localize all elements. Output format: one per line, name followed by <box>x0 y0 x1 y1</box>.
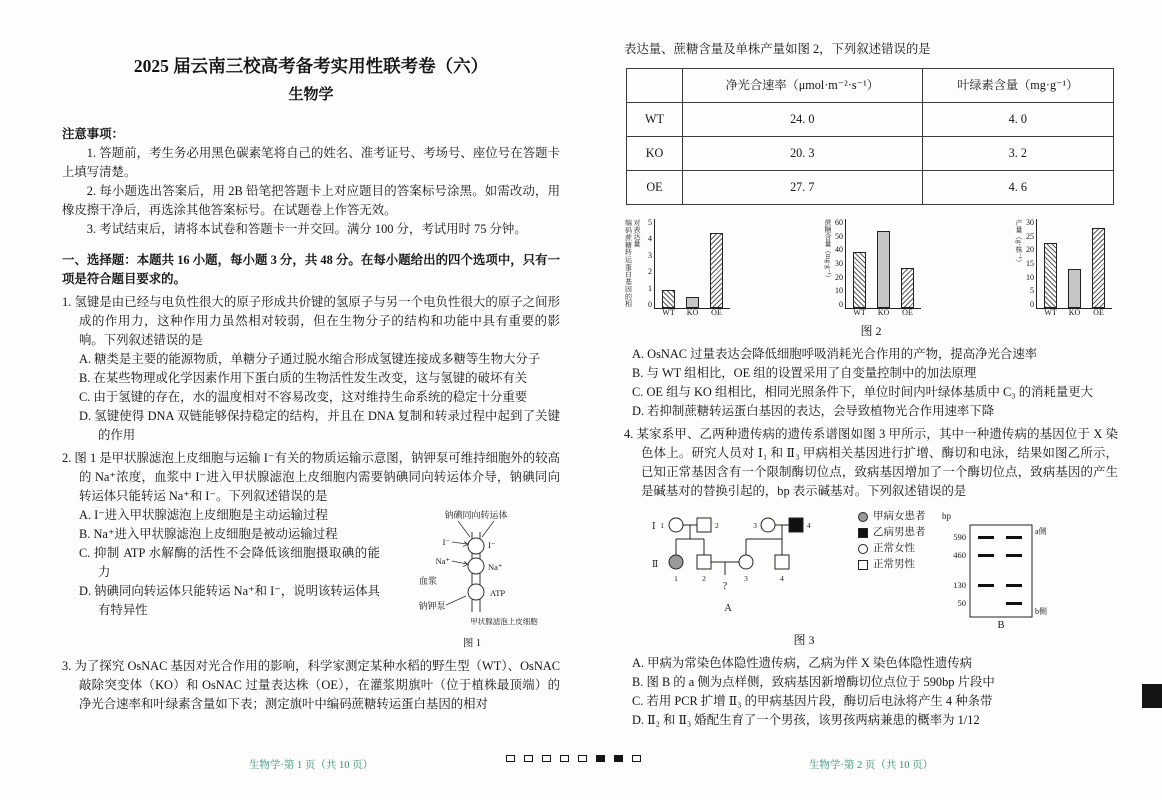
q3-stem-continued: 表达量、蔗糖含量及单株产量如图 2，下列叙述错误的是 <box>624 42 931 56</box>
q1-option-d: D. 氢键使得 DNA 双链能够保持稳定的结构，并且在 DNA 复制和转录过程中起到了关键的作用 <box>79 409 560 442</box>
section-1-heading: 一、选择题：本题共 16 小题，每小题 3 分，共 48 分。在每小题给出的四个选项中，只有一项是符合题目要求的。 <box>62 253 560 286</box>
i4-affected-male-b <box>789 518 803 532</box>
notice-item-1: 1. 答题前，考生务必用黑色碳素笔将自己的姓名、准考证号、考场号、座位号在答题卡上填写清楚。 <box>62 146 560 179</box>
q3-option-a: A. OsNAC 过量表达会降低细胞呼吸消耗光合作用的产物，提高净光合速率 <box>632 347 1038 361</box>
notice-item-3: 3. 考试结束后，请将本试卷和答题卡一并交回。满分 100 分，考试用时 75 分钟。 <box>86 222 527 236</box>
iodide-out-label: I⁻ <box>488 540 496 550</box>
band <box>978 536 994 539</box>
normal-female-icon <box>858 544 868 554</box>
table-row-oe <box>627 171 1114 205</box>
cell-oe-chl: 4. 6 <box>922 171 1113 205</box>
normal-male-icon <box>858 560 868 570</box>
yield-chart: 产量（g·株⁻¹） 30 25 20 15 10 5 0 WT KO OE <box>1015 219 1113 309</box>
legend-label: 正常女性 <box>873 543 915 554</box>
ii1-number: 1 <box>674 574 678 583</box>
q4-option-d: D. Ⅱ₂ 和 Ⅱ₃ 婚配生育了一个男孩，该男孩两病兼患的概率为 1/12 <box>632 713 980 727</box>
q4-options <box>624 654 1118 730</box>
question-2 <box>62 449 560 653</box>
pump-label: 钠钾泵 <box>418 601 446 611</box>
panel-a-label: A <box>724 603 732 614</box>
q1-option-c: C. 由于氢键的存在，水的温度相对不容易改变，这对维持生命系统的稳定十分重要 <box>79 390 528 404</box>
cell-wt-chl: 4. 0 <box>922 103 1113 137</box>
band <box>1006 536 1022 539</box>
figure-3-caption: 图 3 <box>793 633 815 647</box>
edge-registration-mark <box>1142 684 1162 708</box>
ii1-affected-female-a <box>669 555 683 569</box>
q2-option-a: A. I⁻进入甲状腺滤泡上皮细胞是主动运输过程 <box>79 508 328 522</box>
cell-oe-rate: 27. 7 <box>683 171 923 205</box>
size-460: 460 <box>952 550 966 560</box>
exam-subject: 生物学 <box>288 87 334 103</box>
cell-oe: OE <box>627 171 683 205</box>
cell-wt: WT <box>627 103 683 137</box>
cell-wt-rate: 24. 0 <box>683 103 923 137</box>
question-1 <box>62 293 560 445</box>
q3-option-b: B. 与 WT 组相比，OE 组的设置采用了自变量控制中的加法原理 <box>632 366 977 380</box>
right-column <box>624 0 1118 800</box>
table-header-net-rate: 净光合速率（μmol·m⁻²·s⁻¹） <box>683 69 923 103</box>
ii2-normal-male <box>697 555 711 569</box>
pedigree-chart <box>648 507 848 615</box>
legend-label: 甲病女患者 <box>873 511 926 522</box>
exam-title: 2025 届云南三校高考备考实用性联考卷（六） <box>133 56 489 76</box>
ii4-normal-male <box>775 555 789 569</box>
figure-1 <box>384 508 560 653</box>
table-row-ko <box>627 137 1114 171</box>
table-header-empty <box>627 69 683 103</box>
a-side-label: a侧 <box>1034 527 1047 536</box>
i2-number: 2 <box>715 521 719 530</box>
sodium-label: Na⁺ <box>435 556 450 566</box>
q3-options <box>624 345 1118 421</box>
notice-item-2: 2. 每小题选出答案后，用 2B 铅笔把答题卡上对应题目的答案标号涂黑。如需改动，用橡皮擦干净后，再选涂其他答案标号。在试题卷上作答无效。 <box>62 184 560 217</box>
size-130: 130 <box>952 580 966 590</box>
figure-3 <box>624 507 1118 629</box>
affected-female-icon <box>858 512 868 522</box>
q2-option-b: B. Na⁺进入甲状腺滤泡上皮细胞是被动运输过程 <box>79 527 338 541</box>
i4-number: 4 <box>807 521 811 530</box>
legend-label: 正常男性 <box>873 559 915 570</box>
q1-options <box>62 350 560 445</box>
i1-normal-female <box>669 518 683 532</box>
cell-ko-rate: 20. 3 <box>683 137 923 171</box>
i3-number: 3 <box>753 521 757 530</box>
unknown-child-mark: ? <box>722 581 728 592</box>
sodium-out-label: Na⁺ <box>488 562 503 572</box>
footer-markers <box>506 755 641 762</box>
cell-ko-chl: 3. 2 <box>922 137 1113 171</box>
band <box>1006 584 1022 587</box>
ii4-number: 4 <box>780 574 784 583</box>
footer-page-1: 生物学·第 1 页（共 10 页） <box>248 760 374 771</box>
plasma-label: 血浆 <box>418 576 438 586</box>
transporter-label: 钠碘同向转运体 <box>444 510 508 520</box>
relative-expression-chart: 编码蔗糖转运蛋白基因的相对表达量 5 4 3 2 1 0 WT KO OE <box>624 219 730 309</box>
q2-stem: 2. 图 1 是甲状腺滤泡上皮细胞与运输 I⁻有关的物质运输示意图，钠钾泵可维持细胞外的较高的 Na⁺浓度，血浆中 I⁻进入甲状腺滤泡上皮细胞内需要钠碘同向转运体介导，钠碘同向转运体只能转运 Na⁺和 I⁻。下列叙述错误的是 <box>62 451 560 503</box>
band <box>1006 602 1022 605</box>
q1-option-a: A. 糖类是主要的能源物质，单糖分子通过脱水缩合形成氢键连接成多糖等生物大分子 <box>79 352 541 366</box>
b-side-label: b侧 <box>1034 607 1047 616</box>
atp-label: ATP <box>490 588 506 598</box>
q3-stem-left: 3. 为了探究 OsNAC 基因对光合作用的影响，科学家测定某种水稻的野生型（WT）、OsNAC敲除突变体（KO）和 OsNAC 过量表达株（OE），在灌浆期旗叶（位于植株最顶端）的净光合速率和叶绿素含量如下表；测定旗叶中编码蔗糖转运蛋白基因的相对 <box>62 659 560 711</box>
i2-normal-male <box>697 518 711 532</box>
footer-page-2: 生物学·第 2 页（共 10 页） <box>808 760 934 771</box>
notice-section <box>62 125 560 239</box>
figure-1-caption: 图 1 <box>462 638 482 649</box>
legend-label: 乙病男患者 <box>873 527 926 538</box>
figure-2-charts <box>624 218 1112 317</box>
ii3-number: 3 <box>744 574 748 583</box>
membrane-transport-diagram <box>384 508 560 628</box>
q4-option-a: A. 甲病为常染色体隐性遗传病，乙病为伴 X 染色体隐性遗传病 <box>632 656 973 670</box>
q4-option-b: B. 图 B 的 a 侧为点样侧，致病基因新增酶切位点位于 590bp 片段中 <box>632 675 995 689</box>
table-header-chlorophyll: 叶绿素含量（mg·g⁻¹） <box>922 69 1113 103</box>
size-590: 590 <box>952 532 966 542</box>
table-header-row <box>627 69 1114 103</box>
i1-number: 1 <box>660 521 664 530</box>
left-column <box>62 0 560 800</box>
gel-diagram <box>936 507 1054 629</box>
ii2-number: 2 <box>702 574 706 583</box>
q2-option-d: D. 钠碘同向转运体只能转运 Na⁺和 I⁻，说明该转运体具有特异性 <box>79 584 380 617</box>
legend-affected-female <box>858 509 926 525</box>
ii3-normal-female <box>739 555 753 569</box>
q1-option-b: B. 在某些物理或化学因素作用下蛋白质的生物活性发生改变，这与氢键的破坏有关 <box>79 371 528 385</box>
band <box>978 554 994 557</box>
notice-heading: 注意事项： <box>62 127 124 141</box>
cell-label: 甲状腺滤泡上皮细胞 <box>470 617 538 626</box>
q1-stem: 1. 氢键是由已经与电负性很大的原子形成共价键的氢原子与另一个电负性很大的原子之间形成的作用力，这种作用力虽然相对较弱，但在生物分子的结构和功能中具有重要的影响。下列叙述错误的是 <box>62 295 560 347</box>
q2-option-c: C. 抑制 ATP 水解酶的活性不会降低该细胞摄取碘的能力 <box>79 546 380 579</box>
cell-ko: KO <box>627 137 683 171</box>
sucrose-content-chart: 蔗糖含量（mg·g⁻¹） 60 50 40 30 20 10 0 WT KO OE <box>824 219 922 309</box>
q3-option-c: C. OE 组与 KO 组相比，相同光照条件下，单位时间内叶绿体基质中 C₃ 的消耗量更大 <box>632 385 1094 399</box>
table-row-wt <box>627 103 1114 137</box>
question-4 <box>624 425 1118 730</box>
generation-1-label: Ⅰ <box>652 521 656 531</box>
bp-label: bp <box>941 511 951 521</box>
iodide-label: I⁻ <box>442 537 450 547</box>
figure-2-caption: 图 2 <box>860 324 882 338</box>
band <box>978 584 994 587</box>
band <box>1006 554 1022 557</box>
generation-2-label: Ⅱ <box>652 559 659 569</box>
legend-normal-male <box>858 557 926 573</box>
affected-male-icon <box>858 528 868 538</box>
q3-option-d: D. 若抑制蔗糖转运蛋白基因的表达，会导致植物光合作用速率下降 <box>632 404 995 418</box>
size-50: 50 <box>957 598 966 608</box>
question-3-part1 <box>62 657 560 714</box>
pedigree-legend <box>858 507 926 573</box>
panel-b-label: B <box>996 620 1005 629</box>
q2-body <box>62 506 560 653</box>
q4-stem: 4. 某家系甲、乙两种遗传病的遗传系谱图如图 3 甲所示，其中一种遗传病的基因位于 X 染色体上。研究人员对 Ⅰ₁ 和 Ⅱ₃ 甲病相关基因进行扩增、酶切和电泳，结果如图乙所示，已知正常基因含有一个限制酶切位点，致病基因增加了一个酶切位点，致病基因的产生是碱基对的替换引起的，bp 表示碱基对。下列叙述错误的是 <box>624 427 1118 498</box>
legend-normal-female <box>858 541 926 557</box>
photosynthesis-table <box>626 68 1114 205</box>
legend-affected-male <box>858 525 926 541</box>
i3-normal-female <box>761 518 775 532</box>
q4-option-c: C. 若用 PCR 扩增 Ⅱ₃ 的甲病基因片段，酶切后电泳将产生 4 种条带 <box>632 694 993 708</box>
